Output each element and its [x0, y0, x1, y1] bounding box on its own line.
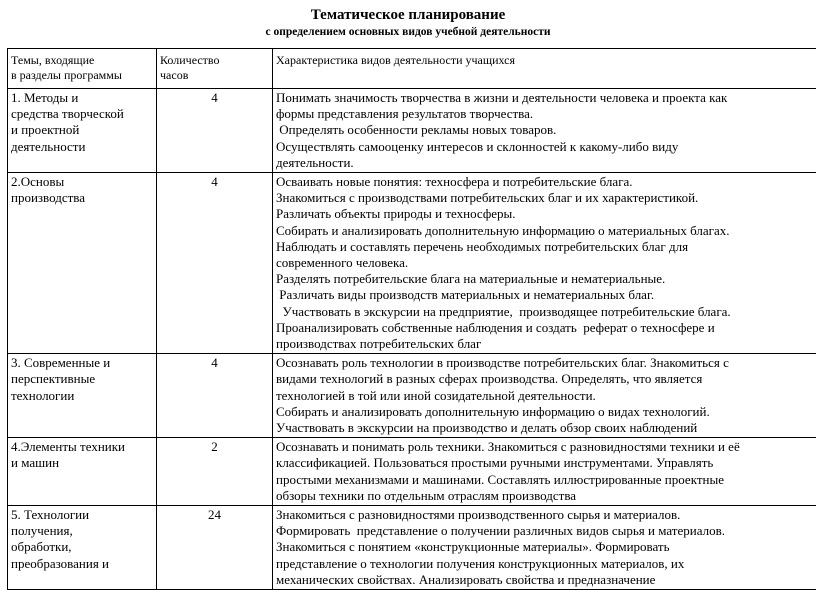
description-line: Понимать значимость творчества в жизни и деятельности человека и проекта как: [276, 90, 816, 106]
header-characteristics: [273, 49, 816, 89]
description-line: простыми механизмами и машинами. Составлять иллюстрированные проектные: [276, 472, 816, 488]
description-line: Знакомиться с понятием «конструкционные материалы». Формировать: [276, 539, 816, 555]
description-line: Собирать и анализировать дополнительную информацию о видах технологий.: [276, 404, 816, 420]
description-line: Наблюдать и составлять перечень необходимых потребительских благ для: [276, 239, 816, 255]
description-line: Разделять потребительские блага на материальные и нематериальные.: [276, 271, 816, 287]
topic-line: и проектной: [11, 122, 153, 138]
topic-cell: [8, 173, 157, 354]
table-row: [8, 438, 816, 506]
topic-line: 4.Элементы техники: [11, 439, 153, 455]
hours-cell: 2: [157, 438, 273, 506]
topic-line: 1. Методы и: [11, 90, 153, 106]
topic-line: перспективные: [11, 371, 153, 387]
table-row: [8, 506, 816, 590]
planning-table: [7, 48, 816, 590]
topic-line: 2.Основы: [11, 174, 153, 190]
topic-line: деятельности: [11, 139, 153, 155]
topic-cell: [8, 506, 157, 590]
header-line: Темы, входящие: [11, 53, 153, 68]
description-line: Осваивать новые понятия: техносфера и потребительские блага.: [276, 174, 816, 190]
description-line: Различать виды производств материальных и нематериальных благ.: [276, 287, 816, 303]
description-cell: [273, 173, 816, 354]
description-line: видами технологий в разных сферах производства. Определять, что является: [276, 371, 816, 387]
topic-line: преобразования и: [11, 556, 153, 572]
description-line: Различать объекты природы и техносферы.: [276, 206, 816, 222]
table-row: [8, 354, 816, 438]
description-line: представление о технологии получения конструкционных материалов, их: [276, 556, 816, 572]
table-row: [8, 173, 816, 354]
hours-cell: 4: [157, 89, 273, 173]
description-line: технологией в той или иной созидательной деятельности.: [276, 388, 816, 404]
header-hours: [157, 49, 273, 89]
description-line: производствах потребительских благ: [276, 336, 816, 352]
description-line: классификацией. Пользоваться простыми ручными инструментами. Управлять: [276, 455, 816, 471]
topic-cell: [8, 89, 157, 173]
header-line: Количество: [160, 53, 269, 68]
topic-line: 5. Технологии: [11, 507, 153, 523]
description-line: Проанализировать собственные наблюдения и создать реферат о техносфере и: [276, 320, 816, 336]
description-line: механических свойствах. Анализировать свойства и предназначение: [276, 572, 816, 588]
table-row: [8, 89, 816, 173]
description-line: Осознавать и понимать роль техники. Знакомиться с разновидностями техники и её: [276, 439, 816, 455]
description-cell: [273, 354, 816, 438]
topic-cell: [8, 438, 157, 506]
topic-line: технологии: [11, 388, 153, 404]
description-line: Формировать представление о получении различных видов сырья и материалов.: [276, 523, 816, 539]
description-line: Участвовать в экскурсии на предприятие, производящее потребительские блага.: [276, 304, 816, 320]
topic-line: и машин: [11, 455, 153, 471]
description-line: Знакомиться с разновидностями производственного сырья и материалов.: [276, 507, 816, 523]
hours-cell: 24: [157, 506, 273, 590]
description-line: Знакомиться с производствами потребительских благ и их характеристикой.: [276, 190, 816, 206]
description-line: Осознавать роль технологии в производстве потребительских благ. Знакомиться с: [276, 355, 816, 371]
topic-line: 3. Современные и: [11, 355, 153, 371]
header-line: в разделы программы: [11, 68, 153, 83]
header-topics: [8, 49, 157, 89]
table-header-row: [8, 49, 816, 89]
description-line: формы представления результатов творчества.: [276, 106, 816, 122]
topic-line: средства творческой: [11, 106, 153, 122]
description-line: современного человека.: [276, 255, 816, 271]
topic-line: обработки,: [11, 539, 153, 555]
description-cell: [273, 89, 816, 173]
topic-line: производства: [11, 190, 153, 206]
description-line: Собирать и анализировать дополнительную информацию о материальных благах.: [276, 223, 816, 239]
topic-cell: [8, 354, 157, 438]
hours-cell: 4: [157, 354, 273, 438]
description-line: обзоры техники по отдельным отраслям производства: [276, 488, 816, 504]
description-line: Участвовать в экскурсии на производство и делать обзор своих наблюдений: [276, 420, 816, 436]
description-cell: [273, 506, 816, 590]
hours-cell: 4: [157, 173, 273, 354]
description-line: Осуществлять самооценку интересов и склонностей к какому-либо виду: [276, 139, 816, 155]
description-cell: [273, 438, 816, 506]
description-line: Определять особенности рекламы новых товаров.: [276, 122, 816, 138]
document-subtitle: с определением основных видов учебной деятельности: [0, 25, 816, 39]
description-line: деятельности.: [276, 155, 816, 171]
header-line: Характеристика видов деятельности учащихся: [276, 53, 816, 68]
topic-line: получения,: [11, 523, 153, 539]
header-line: часов: [160, 68, 269, 83]
document-title: Тематическое планирование: [0, 6, 816, 24]
